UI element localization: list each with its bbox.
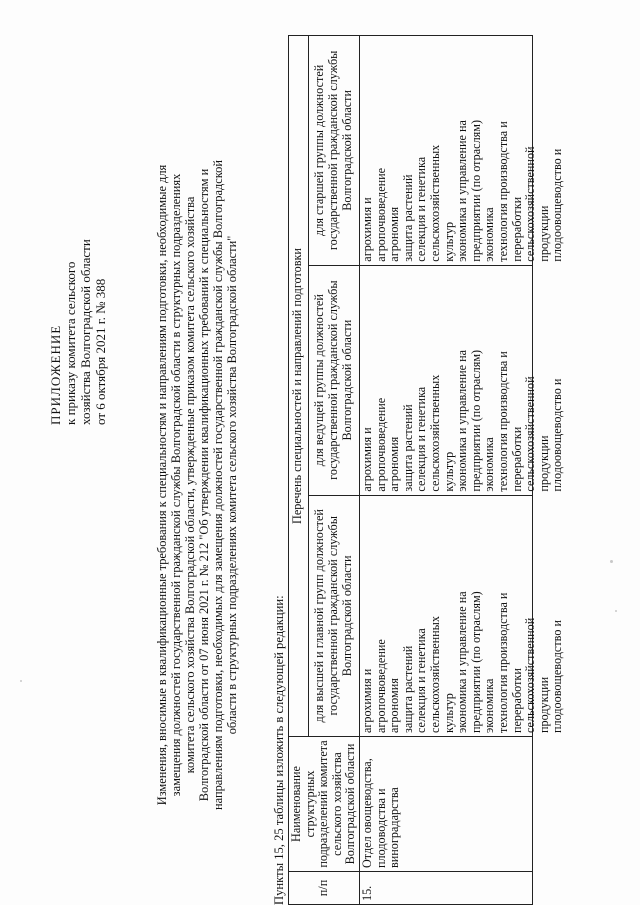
specialty-item: сельскохозяйственных (427, 144, 442, 262)
row-list-highest (359, 495, 565, 736)
specialty-item: предприятии (по отраслям) (468, 591, 483, 733)
specialty-item: продукции (536, 205, 551, 262)
row-department: Отдел овощеводства, плодоводства и виноградарства (359, 737, 532, 872)
specialty-item: селекция и генетика (414, 386, 429, 492)
specialty-item: технология производства и (495, 592, 510, 733)
appendix-line: к приказу комитета сельского (63, 261, 78, 425)
specialty-item: экономика и управление на (455, 349, 470, 492)
table-header-row (289, 36, 309, 905)
specialty-item: сельскохозяйственной (523, 146, 538, 262)
specialty-item: предприятии (по отраслям) (468, 119, 483, 262)
specialty-item: защита растений (400, 404, 415, 492)
header-sub-leading: для ведущей группы должностей государственной гражданской службы Волгоградской области (308, 265, 359, 495)
specialty-item: культур (441, 221, 456, 262)
specialty-item: сельскохозяйственных (427, 616, 442, 733)
specialty-item: сельскохозяйственной (523, 617, 538, 733)
scan-mark (20, 680, 22, 682)
appendix-line: хозяйства Волгоградской области (78, 239, 93, 425)
specialty-item: агрономия (387, 436, 402, 492)
specialty-item: плодоовощеводство и (550, 620, 565, 733)
header-group: Перечень специальностей и направлений подготовки (289, 36, 309, 737)
specialty-item: экономика (482, 207, 497, 262)
specialty-item: технология производства и (495, 121, 510, 262)
specialty-item: защита растений (400, 174, 415, 262)
specialty-item: экономика (482, 678, 497, 733)
specialty-item: переработки (509, 668, 524, 733)
specialty-item: культур (441, 451, 456, 492)
specialty-item: плодоовощеводство и (550, 148, 565, 262)
specialty-item: продукции (536, 435, 551, 492)
specialty-item: переработки (509, 426, 524, 492)
specialty-item: продукции (536, 676, 551, 733)
specialty-item: агропочвоведение (373, 639, 388, 733)
intro-text: Пункты 15, 25 таблицы изложить в следующей редакции: (272, 595, 286, 905)
specialty-item: культур (441, 693, 456, 733)
specialty-item: агрономия (387, 678, 402, 733)
row-num: 15. (359, 872, 532, 905)
specialty-item: экономика и управление на (455, 120, 470, 262)
row-list-senior (359, 36, 565, 266)
appendix-block (48, 105, 108, 425)
appendix-line: от 6 октября 2021 г. № 388 (93, 278, 108, 425)
specialty-item: сельскохозяйственных (427, 374, 442, 492)
specialty-item: сельскохозяйственной (523, 376, 538, 492)
row-list-leading (359, 265, 565, 495)
header-department: Наименование структурных подразделений комитета сельского хозяйства Волгоградской области (289, 737, 360, 872)
document-heading: Изменения, вносимые в квалификационные требования к специальностям и направлениям подготовки, необходимые для замещения должностей государственной гражданской службы Волгоградской области в структурных подразделениях комитета сельского хозяйства Волгоградской области, утвержденные приказом комитета сельского хозяйства Волгоградской области от 07 июня 2021 г. № 212 "Об утверждении квалификационных требований к специальностям и направлениям подготовки, необходимых для замещения должностей государственной гражданской службы Волгоградской области в структурных подразделениях комитета сельского хозяйства Волгоградской области" (155, 160, 239, 810)
header-sub-highest: для высшей и главной групп должностей государственной гражданской службы Волгоградской области (308, 495, 359, 736)
appendix-title: ПРИЛОЖЕНИЕ (48, 324, 63, 425)
specialty-item: экономика (482, 437, 497, 492)
specialty-item: переработки (509, 196, 524, 262)
specialty-item: защита растений (400, 645, 415, 733)
table-row (359, 36, 532, 905)
specialty-item: селекция и генетика (414, 156, 429, 262)
specialty-item: селекция и генетика (414, 628, 429, 733)
specialty-item: агропочвоведение (373, 167, 388, 262)
specialty-item: экономика и управление на (455, 591, 470, 733)
specialty-item: технология производства и (495, 351, 510, 492)
specialties-table (288, 35, 565, 905)
scan-mark (610, 560, 613, 563)
specialty-item: предприятии (по отраслям) (468, 349, 483, 492)
specialty-item: агрохимия и (359, 197, 374, 262)
specialty-item: плодоовощеводство и (550, 378, 565, 492)
scan-mark (615, 610, 617, 612)
specialty-item: агропочвоведение (373, 397, 388, 492)
header-num: п/п (289, 872, 360, 905)
header-sub-senior: для старшей группы должностей государственной гражданской службы Волгоградской области (308, 36, 359, 266)
specialty-item: агрохимия и (359, 427, 374, 492)
specialty-item: агрономия (387, 206, 402, 262)
specialty-item: агрохимия и (359, 668, 374, 733)
